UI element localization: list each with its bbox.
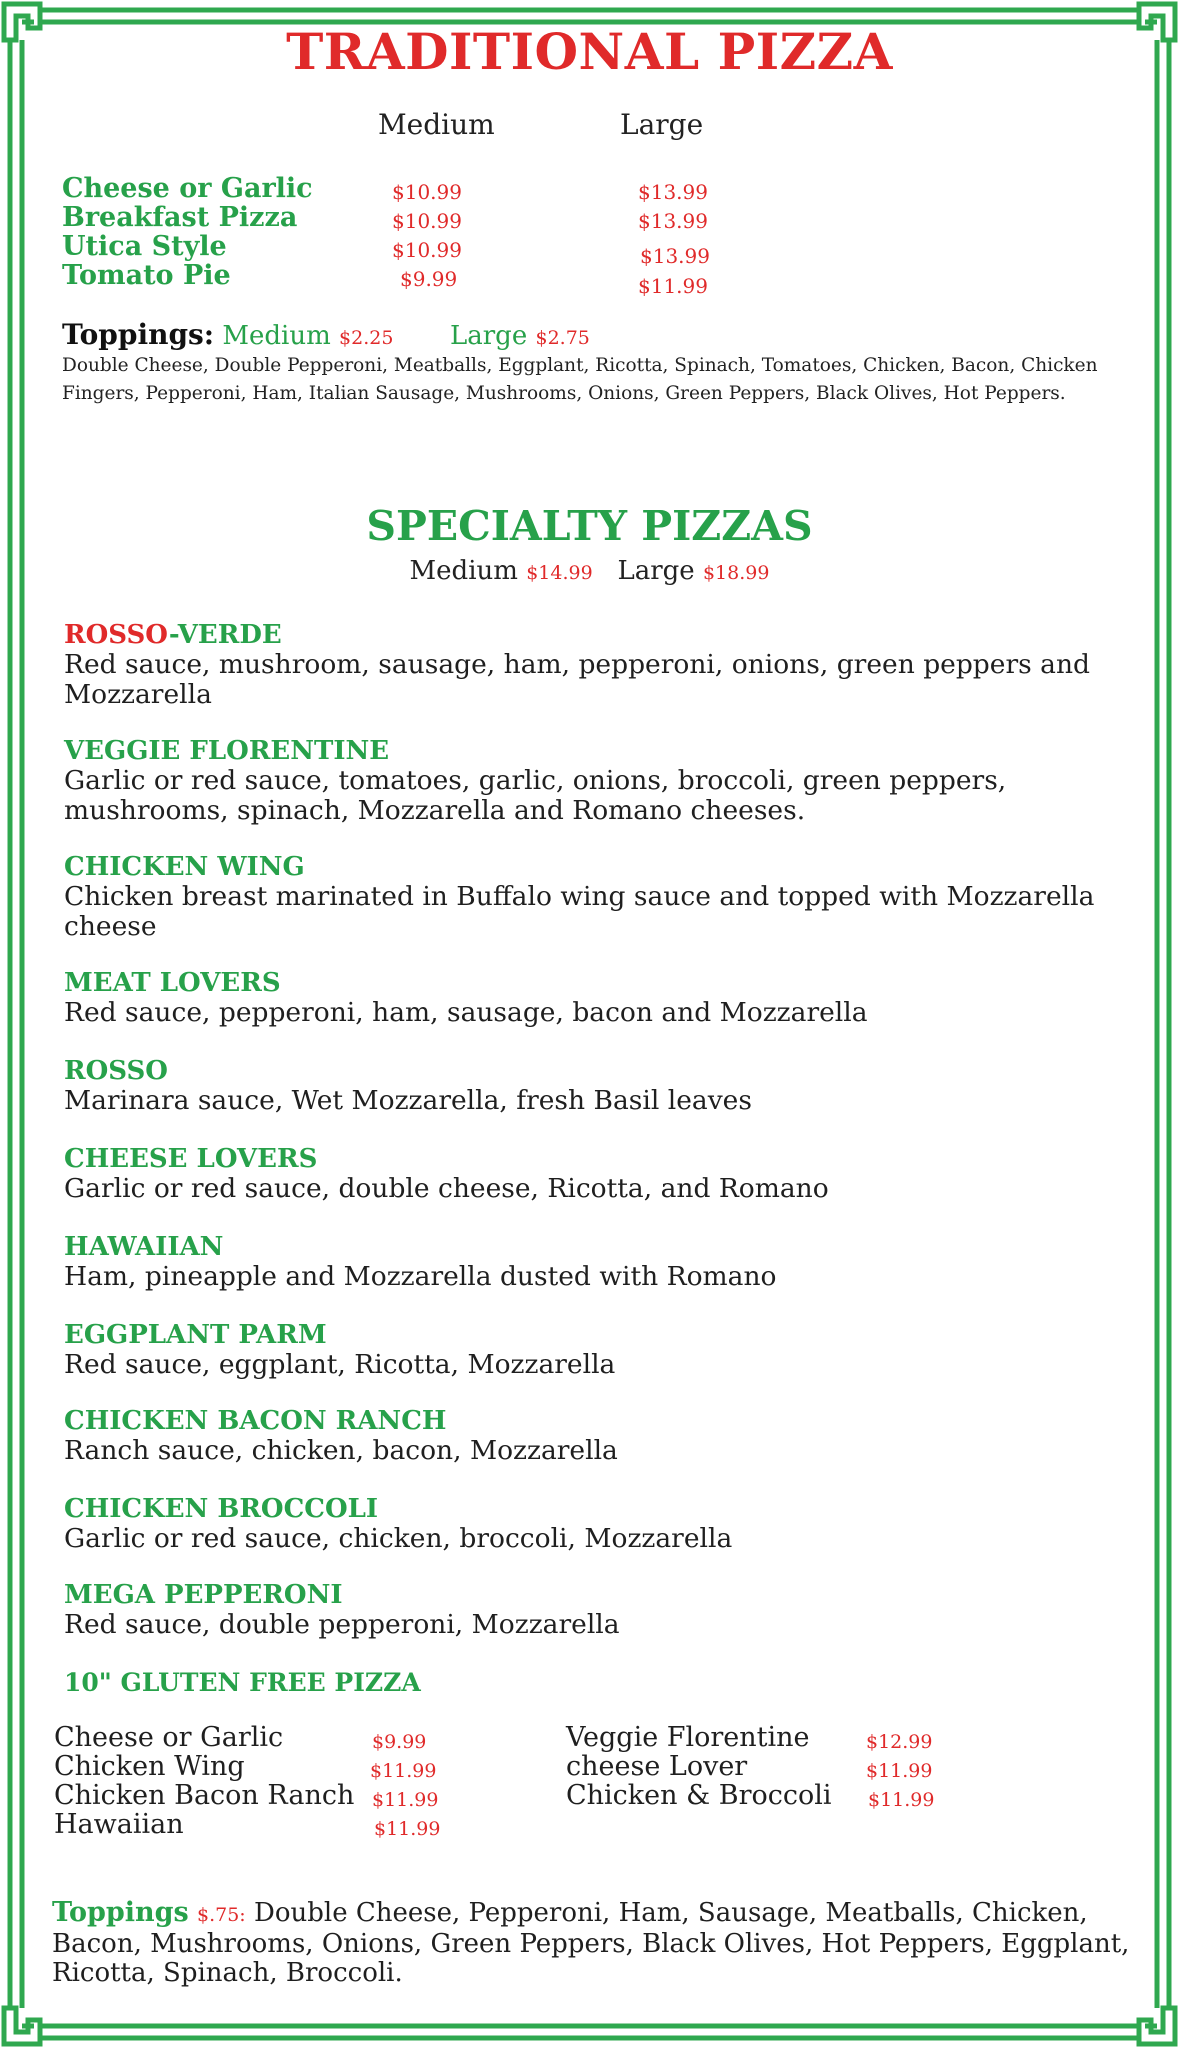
- specialty-large-price: $18.99: [702, 562, 770, 584]
- specialty-large-label: Large: [617, 556, 695, 586]
- toppings-pricing-line: [62, 318, 590, 351]
- specialty-item-name: CHICKEN WING: [64, 852, 305, 882]
- column-header-large: Large: [620, 108, 704, 141]
- toppings-list: Double Cheese, Double Pepperoni, Meatballs, Eggplant, Ricotta, Spinach, Tomatoes, Chicken, Bacon, Chicken Fingers, Pepperoni, Ham, Italian Sausage, Mushrooms, Onions, Green Peppers, Black Olives, Hot Peppers.: [62, 355, 1098, 404]
- specialty-item-name: MEAT LOVERS: [64, 968, 281, 998]
- specialty-item-desc: Garlic or red sauce, chicken, broccoli, Mozzarella: [64, 1523, 733, 1554]
- column-header-medium: Medium: [378, 108, 495, 141]
- toppings-medium-label: Medium: [222, 321, 331, 351]
- traditional-item-name: Cheese or Garlic: [62, 173, 313, 204]
- gluten-free-item-price: $12.99: [866, 1731, 933, 1753]
- rosso-part: ROSSO: [64, 620, 169, 650]
- specialty-item-desc: Red sauce, eggplant, Ricotta, Mozzarella: [64, 1349, 616, 1380]
- gluten-free-item-price: $11.99: [372, 1789, 439, 1811]
- specialty-item-name: HAWAIIAN: [64, 1232, 224, 1262]
- traditional-pizza-title: TRADITIONAL PIZZA: [286, 22, 893, 81]
- gluten-free-item-price: $9.99: [372, 1731, 427, 1753]
- specialty-item-name: CHICKEN BROCCOLI: [64, 1494, 379, 1524]
- traditional-item-medium-price: $10.99: [392, 209, 462, 233]
- specialty-item-desc: Ranch sauce, chicken, bacon, Mozzarella: [64, 1435, 618, 1466]
- gluten-free-item-price: $11.99: [374, 1818, 441, 1840]
- gluten-free-item-price: $11.99: [866, 1760, 933, 1782]
- gluten-free-item-name: Chicken Wing: [54, 1751, 245, 1782]
- specialty-medium-label: Medium: [409, 556, 518, 586]
- verde-part: -VERDE: [168, 620, 282, 650]
- specialty-item-desc: Ham, pineapple and Mozzarella dusted with Romano: [64, 1261, 777, 1292]
- specialty-item-desc: Red sauce, double pepperoni, Mozzarella: [64, 1609, 620, 1640]
- specialty-medium-price: $14.99: [526, 562, 593, 584]
- specialty-item-desc: Red sauce, pepperoni, ham, sausage, bacon and Mozzarella: [64, 997, 868, 1028]
- gluten-free-title: 10" GLUTEN FREE PIZZA: [64, 1668, 421, 1697]
- toppings-medium-price: $2.25: [339, 327, 394, 349]
- gluten-free-item-name: Chicken Bacon Ranch: [54, 1780, 355, 1811]
- traditional-item-medium-price: $10.99: [392, 238, 462, 262]
- gluten-free-toppings-price: $.75:: [197, 1904, 246, 1926]
- traditional-item-medium-price: $10.99: [392, 180, 462, 204]
- specialty-item-desc: Marinara sauce, Wet Mozzarella, fresh Basil leaves: [64, 1085, 752, 1116]
- traditional-item-large-price: $13.99: [638, 209, 708, 233]
- traditional-item-name: Tomato Pie: [62, 260, 231, 291]
- specialty-item-desc: Garlic or red sauce, double cheese, Ricotta, and Romano: [64, 1173, 829, 1204]
- specialty-item-name: MEGA PEPPERONI: [64, 1580, 343, 1610]
- specialty-item-name: EGGPLANT PARM: [64, 1320, 327, 1350]
- gluten-free-item-price: $11.99: [370, 1760, 437, 1782]
- traditional-item-large-price: $11.99: [638, 274, 708, 298]
- traditional-item-name: Utica Style: [62, 231, 227, 262]
- toppings-large-label: Large: [449, 321, 528, 351]
- gluten-free-toppings-list: Double Cheese, Pepperoni, Ham, Sausage, Meatballs, Chicken, Bacon, Mushrooms, Onions, Green Peppers, Black Olives, Hot Peppers, Eggplant, Ricotta, Spinach, Broccoli.: [52, 1898, 1130, 1988]
- gluten-free-item-name: Cheese or Garlic: [54, 1722, 284, 1753]
- gluten-free-item-name: Chicken & Broccoli: [566, 1780, 832, 1811]
- traditional-item-large-price: $13.99: [640, 244, 710, 268]
- gluten-free-item-name: Veggie Florentine: [566, 1722, 810, 1753]
- specialty-item-name: CHICKEN BACON RANCH: [64, 1406, 447, 1436]
- toppings-large-price: $2.75: [535, 327, 590, 349]
- specialty-item-name: CHEESE LOVERS: [64, 1144, 318, 1174]
- specialty-pizzas-title: SPECIALTY PIZZAS: [366, 502, 813, 550]
- specialty-item-name: ROSSO: [64, 1056, 168, 1086]
- traditional-item-large-price: $13.99: [638, 180, 708, 204]
- gluten-free-item-price: $11.99: [868, 1789, 935, 1811]
- toppings-label: Toppings:: [62, 318, 215, 351]
- gluten-free-item-name: Hawaiian: [54, 1809, 184, 1840]
- specialty-item-desc: Chicken breast marinated in Buffalo wing sauce and topped with Mozzarella cheese: [64, 881, 1095, 942]
- specialty-item-name: VEGGIE FLORENTINE: [64, 736, 390, 766]
- traditional-item-name: Breakfast Pizza: [62, 202, 298, 233]
- specialty-item-desc: Red sauce, mushroom, sausage, ham, pepperoni, onions, green peppers and Mozzarella: [64, 649, 1090, 710]
- specialty-item-desc: Garlic or red sauce, tomatoes, garlic, onions, broccoli, green peppers, mushrooms, spinach, Mozzarella and Romano cheeses.: [64, 765, 1007, 826]
- specialty-price-line: [0, 556, 1179, 586]
- gluten-free-toppings-label: Toppings: [52, 1897, 189, 1928]
- traditional-item-medium-price: $9.99: [400, 267, 458, 291]
- specialty-item-name: [64, 620, 282, 650]
- gluten-free-item-name: cheese Lover: [566, 1751, 748, 1782]
- gluten-free-toppings: [52, 1898, 1132, 1988]
